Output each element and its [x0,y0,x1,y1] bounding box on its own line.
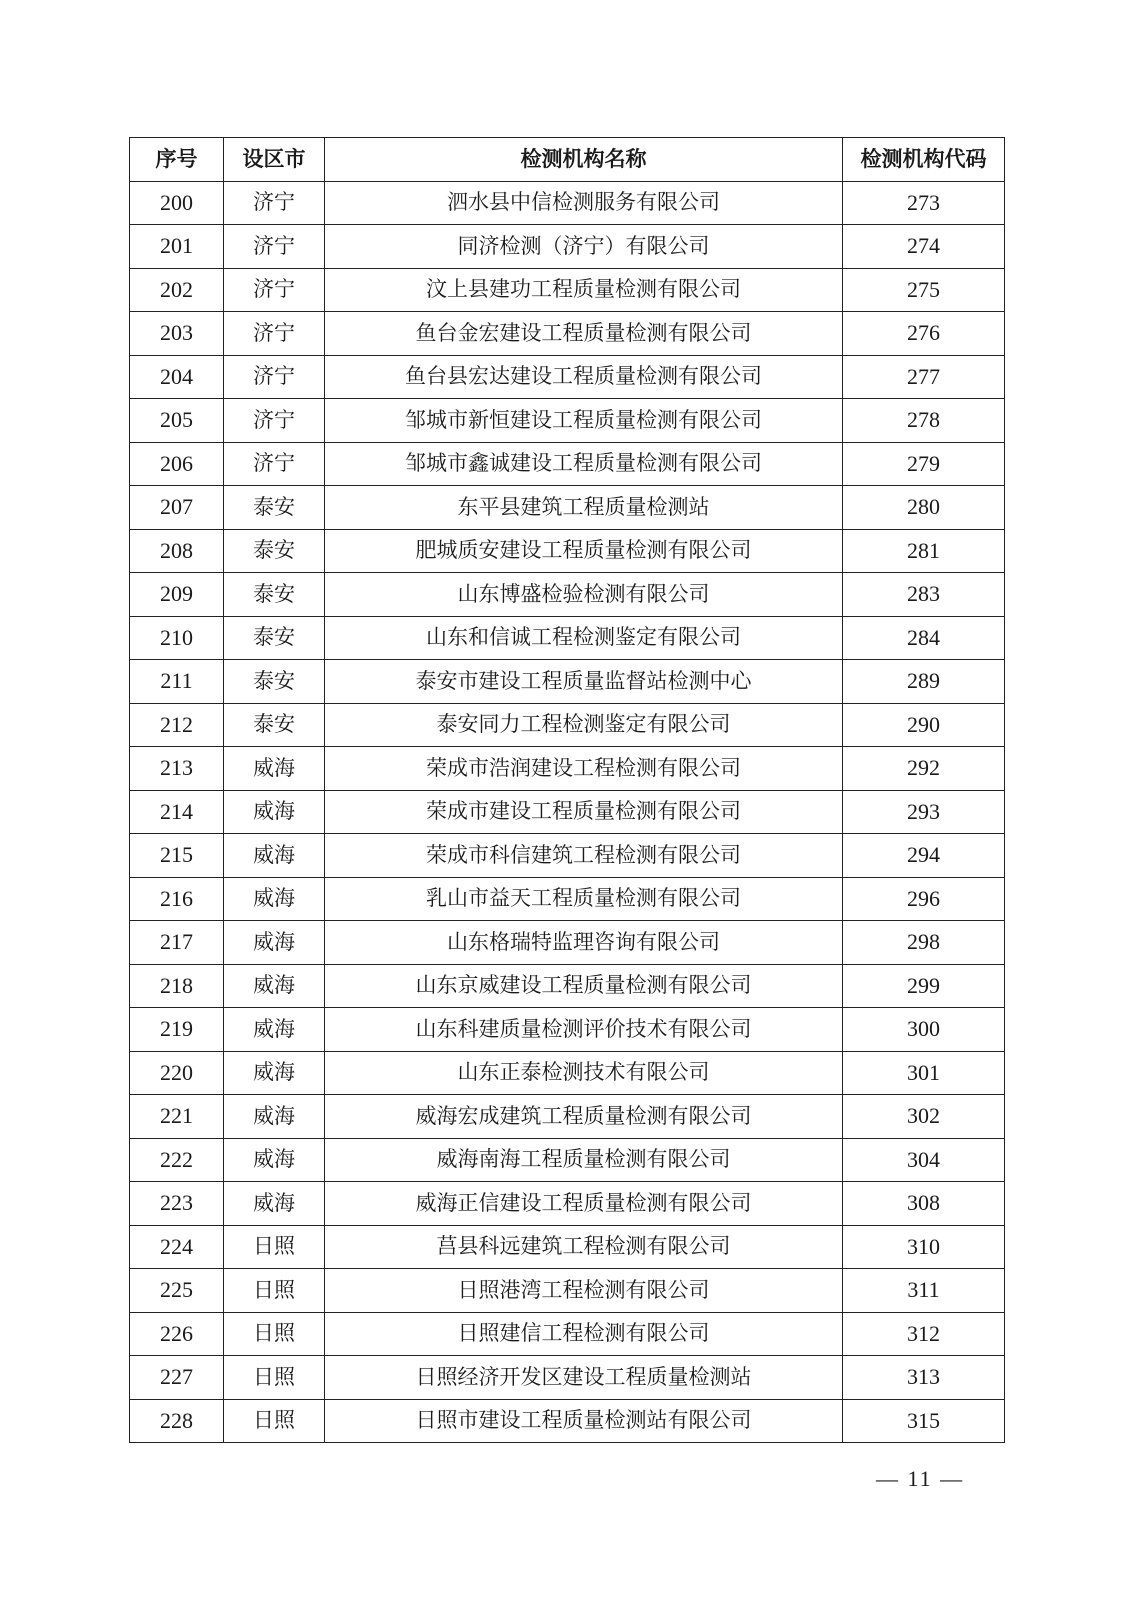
cell-agency-code: 313 [843,1356,1005,1400]
cell-agency-name: 荣成市建设工程质量检测有限公司 [325,790,843,834]
cell-serial-number: 218 [130,964,224,1008]
cell-city: 日照 [224,1269,325,1313]
table-row [130,1269,1005,1313]
table-row [130,1008,1005,1052]
cell-agency-code: 300 [843,1008,1005,1052]
cell-serial-number: 211 [130,660,224,704]
cell-agency-name: 山东博盛检验检测有限公司 [325,573,843,617]
cell-city: 日照 [224,1399,325,1443]
cell-serial-number: 204 [130,355,224,399]
cell-serial-number: 217 [130,921,224,965]
cell-city: 济宁 [224,312,325,356]
cell-agency-name: 肥城质安建设工程质量检测有限公司 [325,529,843,573]
cell-agency-name: 威海南海工程质量检测有限公司 [325,1138,843,1182]
cell-serial-number: 222 [130,1138,224,1182]
cell-agency-name: 鱼台金宏建设工程质量检测有限公司 [325,312,843,356]
table-row [130,1095,1005,1139]
cell-agency-code: 308 [843,1182,1005,1226]
cell-agency-name: 日照经济开发区建设工程质量检测站 [325,1356,843,1400]
cell-agency-code: 293 [843,790,1005,834]
table-row [130,660,1005,704]
cell-serial-number: 207 [130,486,224,530]
cell-city: 泰安 [224,573,325,617]
cell-city: 威海 [224,747,325,791]
cell-serial-number: 225 [130,1269,224,1313]
cell-city: 济宁 [224,399,325,443]
cell-agency-name: 山东和信诚工程检测鉴定有限公司 [325,616,843,660]
cell-agency-name: 乳山市益天工程质量检测有限公司 [325,877,843,921]
table-row [130,1312,1005,1356]
header-serial-number: 序号 [130,138,224,182]
cell-agency-name: 同济检测（济宁）有限公司 [325,225,843,269]
cell-agency-name: 泗水县中信检测服务有限公司 [325,181,843,225]
cell-city: 威海 [224,790,325,834]
cell-city: 泰安 [224,616,325,660]
cell-city: 日照 [224,1225,325,1269]
cell-agency-name: 邹城市新恒建设工程质量检测有限公司 [325,399,843,443]
cell-agency-name: 泰安同力工程检测鉴定有限公司 [325,703,843,747]
cell-city: 威海 [224,834,325,878]
cell-agency-name: 山东科建质量检测评价技术有限公司 [325,1008,843,1052]
cell-agency-code: 315 [843,1399,1005,1443]
table-body [130,181,1005,1443]
header-agency-name: 检测机构名称 [325,138,843,182]
cell-agency-code: 284 [843,616,1005,660]
cell-serial-number: 224 [130,1225,224,1269]
cell-city: 威海 [224,1095,325,1139]
cell-serial-number: 205 [130,399,224,443]
cell-city: 威海 [224,921,325,965]
table-header-row [130,138,1005,182]
cell-city: 威海 [224,964,325,1008]
cell-serial-number: 226 [130,1312,224,1356]
cell-agency-code: 289 [843,660,1005,704]
cell-city: 济宁 [224,225,325,269]
cell-agency-name: 泰安市建设工程质量监督站检测中心 [325,660,843,704]
table-row [130,964,1005,1008]
cell-agency-code: 310 [843,1225,1005,1269]
cell-agency-name: 威海宏成建筑工程质量检测有限公司 [325,1095,843,1139]
cell-agency-name: 山东正泰检测技术有限公司 [325,1051,843,1095]
cell-agency-code: 298 [843,921,1005,965]
cell-city: 日照 [224,1356,325,1400]
cell-agency-name: 荣成市科信建筑工程检测有限公司 [325,834,843,878]
cell-serial-number: 210 [130,616,224,660]
cell-city: 济宁 [224,442,325,486]
table-row [130,1051,1005,1095]
cell-serial-number: 212 [130,703,224,747]
table-row [130,747,1005,791]
cell-serial-number: 220 [130,1051,224,1095]
cell-agency-code: 280 [843,486,1005,530]
cell-agency-code: 312 [843,1312,1005,1356]
header-city: 设区市 [224,138,325,182]
table-row [130,1138,1005,1182]
cell-serial-number: 228 [130,1399,224,1443]
cell-city: 济宁 [224,268,325,312]
table-row [130,616,1005,660]
cell-agency-code: 302 [843,1095,1005,1139]
cell-city: 济宁 [224,181,325,225]
cell-agency-code: 278 [843,399,1005,443]
cell-agency-code: 304 [843,1138,1005,1182]
cell-serial-number: 209 [130,573,224,617]
page-number: — 11 — [876,1466,965,1491]
cell-serial-number: 208 [130,529,224,573]
table-row [130,355,1005,399]
cell-serial-number: 219 [130,1008,224,1052]
cell-agency-name: 莒县科远建筑工程检测有限公司 [325,1225,843,1269]
table-row [130,529,1005,573]
cell-agency-code: 294 [843,834,1005,878]
cell-agency-code: 290 [843,703,1005,747]
cell-city: 泰安 [224,660,325,704]
testing-agency-table [129,137,1005,1443]
cell-agency-code: 273 [843,181,1005,225]
cell-agency-name: 荣成市浩润建设工程检测有限公司 [325,747,843,791]
table-row [130,877,1005,921]
cell-agency-name: 山东格瑞特监理咨询有限公司 [325,921,843,965]
cell-serial-number: 206 [130,442,224,486]
table-row [130,1356,1005,1400]
cell-serial-number: 221 [130,1095,224,1139]
cell-agency-name: 威海正信建设工程质量检测有限公司 [325,1182,843,1226]
table-row [130,312,1005,356]
cell-agency-code: 275 [843,268,1005,312]
cell-agency-code: 292 [843,747,1005,791]
cell-serial-number: 202 [130,268,224,312]
table-row [130,225,1005,269]
cell-agency-name: 日照市建设工程质量检测站有限公司 [325,1399,843,1443]
cell-agency-code: 301 [843,1051,1005,1095]
cell-city: 泰安 [224,529,325,573]
cell-serial-number: 214 [130,790,224,834]
cell-city: 威海 [224,1008,325,1052]
table-row [130,703,1005,747]
table-row [130,1225,1005,1269]
table-row [130,399,1005,443]
table-row [130,1182,1005,1226]
cell-agency-name: 邹城市鑫诚建设工程质量检测有限公司 [325,442,843,486]
cell-agency-name: 日照建信工程检测有限公司 [325,1312,843,1356]
cell-city: 泰安 [224,703,325,747]
cell-agency-code: 281 [843,529,1005,573]
table-row [130,268,1005,312]
cell-city: 威海 [224,1138,325,1182]
cell-agency-code: 311 [843,1269,1005,1313]
table-row [130,834,1005,878]
table-row [130,442,1005,486]
table-row [130,486,1005,530]
cell-agency-code: 279 [843,442,1005,486]
cell-city: 日照 [224,1312,325,1356]
header-agency-code: 检测机构代码 [843,138,1005,182]
cell-city: 威海 [224,1182,325,1226]
cell-city: 威海 [224,1051,325,1095]
table-row [130,181,1005,225]
cell-city: 威海 [224,877,325,921]
cell-serial-number: 215 [130,834,224,878]
cell-agency-code: 283 [843,573,1005,617]
cell-agency-code: 274 [843,225,1005,269]
table-row [130,1399,1005,1443]
cell-serial-number: 200 [130,181,224,225]
cell-serial-number: 227 [130,1356,224,1400]
cell-serial-number: 216 [130,877,224,921]
table-row [130,790,1005,834]
cell-serial-number: 201 [130,225,224,269]
cell-agency-code: 276 [843,312,1005,356]
cell-agency-name: 日照港湾工程检测有限公司 [325,1269,843,1313]
cell-agency-code: 299 [843,964,1005,1008]
cell-city: 济宁 [224,355,325,399]
cell-agency-code: 296 [843,877,1005,921]
cell-agency-name: 鱼台县宏达建设工程质量检测有限公司 [325,355,843,399]
table-row [130,921,1005,965]
cell-agency-name: 山东京威建设工程质量检测有限公司 [325,964,843,1008]
cell-agency-code: 277 [843,355,1005,399]
cell-serial-number: 213 [130,747,224,791]
cell-serial-number: 203 [130,312,224,356]
cell-agency-name: 汶上县建功工程质量检测有限公司 [325,268,843,312]
cell-city: 泰安 [224,486,325,530]
cell-agency-name: 东平县建筑工程质量检测站 [325,486,843,530]
table-row [130,573,1005,617]
cell-serial-number: 223 [130,1182,224,1226]
